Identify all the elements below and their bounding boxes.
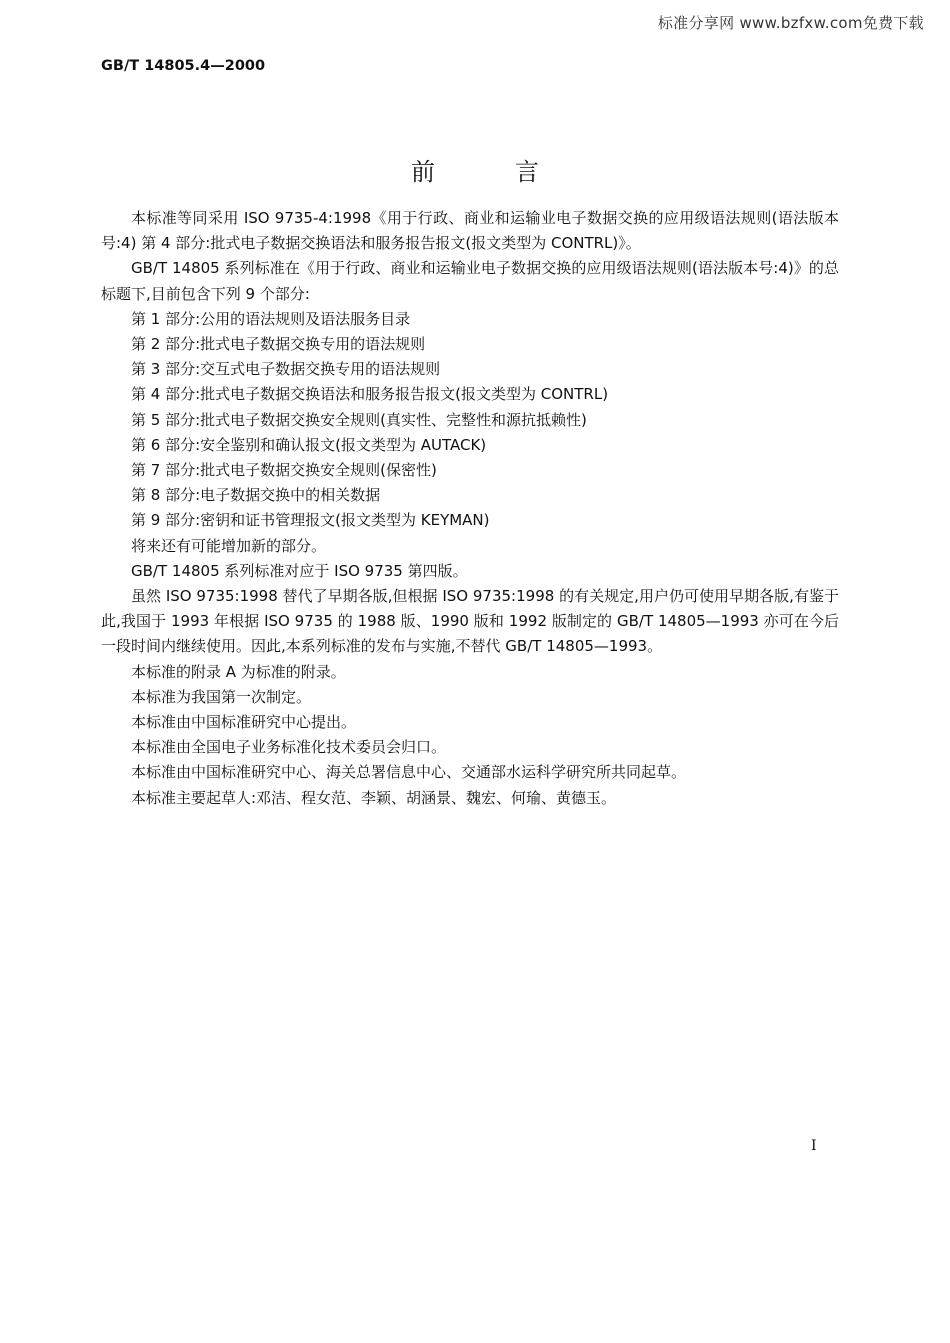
standard-code: GB/T 14805.4—2000	[101, 58, 266, 74]
paragraph: GB/T 14805 系列标准在《用于行政、商业和运输业电子数据交换的应用级语法规则(语法版本号:4)》的总标题下,目前包含下列 9 个部分:	[101, 259, 839, 303]
paragraph: 本标准由中国标准研究中心提出。	[131, 713, 357, 732]
list-item: 第 3 部分:交互式电子数据交换专用的语法规则	[131, 360, 441, 379]
paragraph: 本标准等同采用 ISO 9735-4:1998《用于行政、商业和运输业电子数据交换的应用级语法规则(语法版本号:4) 第 4 部分:批式电子数据交换语法和服务报告报文(报文类型为 CONTRL)》。	[101, 209, 839, 253]
list-item: 第 4 部分:批式电子数据交换语法和服务报告报文(报文类型为 CONTRL)	[131, 385, 609, 404]
paragraph: 虽然 ISO 9735:1998 替代了早期各版,但根据 ISO 9735:1998 的有关规定,用户仍可使用早期各版,有鉴于此,我国于 1993 年根据 ISO 9735 的 1988 版、1990 版和 1992 版制定的 GB/T 14805—1993 亦可在今后一段时间内继续使用。因此,本系列标准的发布与实施,不替代 GB/T 14805—1993。	[101, 587, 839, 656]
foreword-body	[101, 206, 839, 811]
list-item: 第 6 部分:安全鉴别和确认报文(报文类型为 AUTACK)	[131, 435, 487, 454]
list-item: 第 8 部分:电子数据交换中的相关数据	[131, 486, 381, 505]
list-item: 第 7 部分:批式电子数据交换安全规则(保密性)	[131, 461, 437, 480]
list-item: 第 5 部分:批式电子数据交换安全规则(真实性、完整性和源抗抵赖性)	[131, 410, 587, 429]
paragraph: 本标准主要起草人:邓洁、程女范、李颖、胡涵景、魏宏、何瑜、黄德玉。	[131, 788, 617, 807]
paragraph: 本标准由全国电子业务标准化技术委员会归口。	[131, 738, 447, 757]
list-item: 第 1 部分:公用的语法规则及语法服务目录	[131, 309, 411, 328]
page-title: 前言	[411, 158, 619, 186]
paragraph: 将来还有可能增加新的部分。	[131, 536, 327, 555]
paragraph: 本标准为我国第一次制定。	[131, 687, 312, 706]
list-item: 第 9 部分:密钥和证书管理报文(报文类型为 KEYMAN)	[131, 511, 490, 530]
paragraph: 本标准的附录 A 为标准的附录。	[131, 662, 346, 681]
watermark-text: 标准分享网 www.bzfxw.com免费下载	[657, 14, 924, 32]
list-item: 第 2 部分:批式电子数据交换专用的语法规则	[131, 335, 426, 354]
paragraph: GB/T 14805 系列标准对应于 ISO 9735 第四版。	[131, 561, 468, 580]
page-number: I	[811, 1138, 817, 1154]
paragraph: 本标准由中国标准研究中心、海关总署信息中心、交通部水运科学研究所共同起草。	[131, 763, 687, 782]
